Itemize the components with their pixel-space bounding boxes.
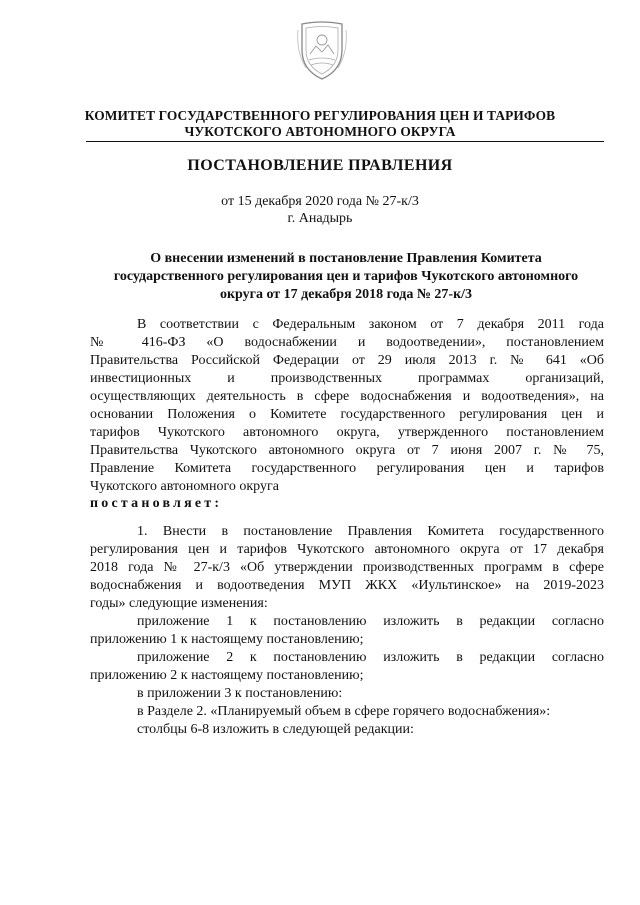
item-1-line: водоснабжения и водоотведения МУП ЖКХ «Иультинское» на 2019-2023 xyxy=(90,578,604,593)
preamble-line: инвестиционных и производственных программах организаций, xyxy=(90,371,604,386)
preamble-line: осуществляющих деятельность в сфере водоснабжения и водоотведения», на xyxy=(90,389,604,404)
committee-name-line-2: ЧУКОТСКОГО АВТОНОМНОГО ОКРУГА xyxy=(184,124,456,139)
document-date-number: от 15 декабря 2020 года № 27-к/3 xyxy=(221,194,419,209)
preamble-line: В соответствии с Федеральным законом от 7 декабря 2011 года xyxy=(137,317,604,332)
preamble-line: Чукотского автономного округа xyxy=(90,479,279,494)
document-title-line: О внесении изменений в постановление Правления Комитета xyxy=(150,251,542,266)
preamble-line: Правительства Российской Федерации от 29 июля 2013 г. № 641 «Об xyxy=(90,353,604,368)
columns-line: столбцы 6-8 изложить в следующей редакции: xyxy=(137,722,414,737)
item-1-line: регулирования цен и тарифов Чукотского автономного округа от 17 декабря xyxy=(90,542,604,557)
preamble-line: № 416-ФЗ «О водоснабжении и водоотведении», постановлением xyxy=(90,335,604,350)
appendix-1-line: приложение 1 к постановлению изложить в редакции согласно xyxy=(137,614,604,629)
committee-name-line-1: КОМИТЕТ ГОСУДАРСТВЕННОГО РЕГУЛИРОВАНИЯ ЦЕН И ТАРИФОВ xyxy=(84,108,556,123)
item-1-line: годы» следующие изменения: xyxy=(90,596,268,611)
preamble-line: тарифов Чукотского автономного округа, утвержденного постановлением xyxy=(90,425,604,440)
document-title-line: государственного регулирования цен и тарифов Чукотского автономного xyxy=(113,269,579,284)
header-divider xyxy=(86,141,604,142)
preamble-line: Правительства Чукотского автономного округа от 7 июня 2007 г. № 75, xyxy=(90,443,604,458)
appendix-2-line: приложение 2 к постановлению изложить в редакции согласно xyxy=(137,650,604,665)
resolves-heading: постановляет: xyxy=(90,496,223,511)
document-city: г. Анадырь xyxy=(287,211,353,226)
appendix-3-intro: в приложении 3 к постановлению: xyxy=(137,686,343,701)
document-type: ПОСТАНОВЛЕНИЕ ПРАВЛЕНИЯ xyxy=(187,157,453,174)
appendix-2-line: приложению 2 к настоящему постановлению; xyxy=(90,668,364,683)
preamble-line: основании Положения о Комитете государственного регулирования цен и xyxy=(90,407,604,422)
coat-of-arms-emblem-icon xyxy=(296,20,348,82)
item-1-line: 1. Внести в постановление Правления Комитета государственного xyxy=(137,524,604,539)
appendix-1-line: приложению 1 к настоящему постановлению; xyxy=(90,632,364,647)
item-1-line: 2018 года № 27-к/3 «Об утверждении производственных программ в сфере xyxy=(90,560,604,575)
preamble-line: Правление Комитета государственного регулирования цен и тарифов xyxy=(90,461,604,476)
section-2-line: в Разделе 2. «Планируемый объем в сфере горячего водоснабжения»: xyxy=(137,704,551,719)
document-title-line: округа от 17 декабря 2018 года № 27-к/3 xyxy=(219,287,473,302)
